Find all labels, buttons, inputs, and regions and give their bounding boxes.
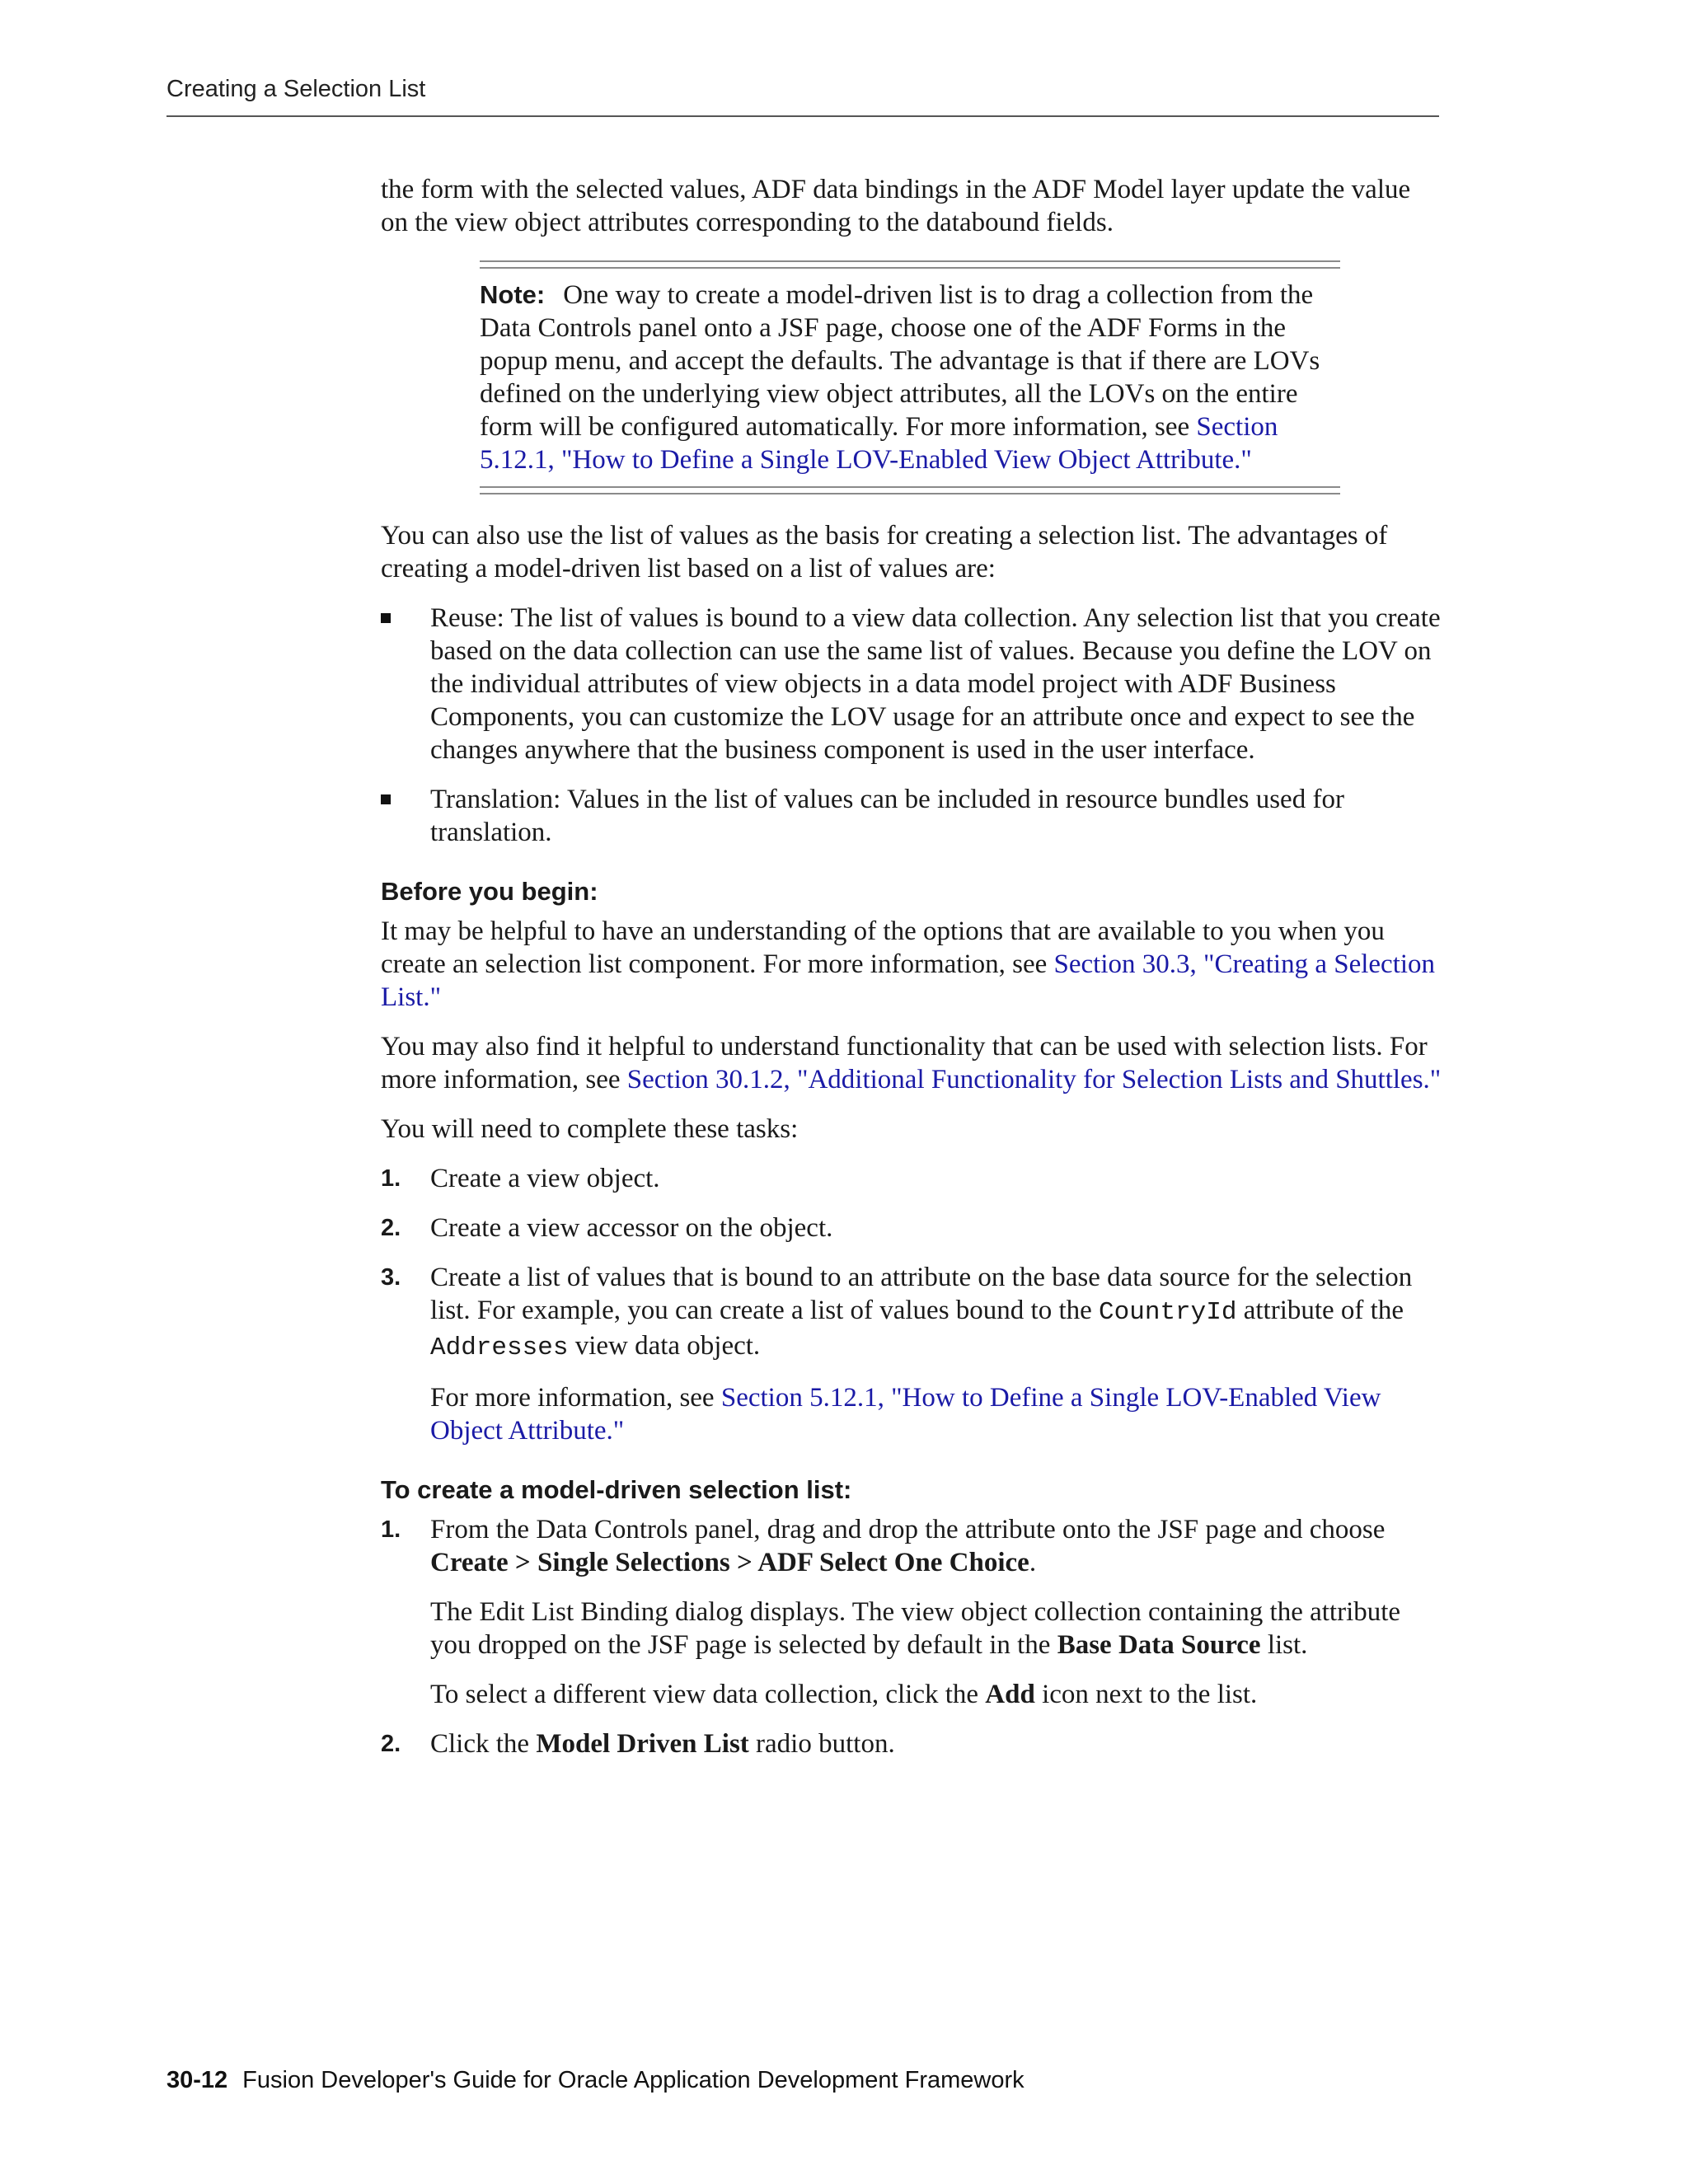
- step-detail-paragraph: [430, 1678, 1444, 1711]
- list-item: [381, 1162, 1444, 1195]
- note-text: One way to create a model-driven list is to drag a collection from the Data Controls panel onto a JSF page, choose one of the ADF Forms in the popup menu, and accept the defaults. The advantage is that if there are LOVs defined on the underlying view object attributes, all the LOVs on the entire form will be configured automatically. For more information, see: [480, 280, 1320, 442]
- code-country-id: CountryId: [1099, 1298, 1237, 1327]
- list-item: [381, 1727, 1444, 1760]
- note-body: [480, 269, 1340, 486]
- step-detail-paragraph: [430, 1596, 1444, 1661]
- list-item-text: Reuse: The list of values is bound to a view data collection. Any selection list that you create based on the data collection can use the same list of values. Because you define the LOV on the individual attributes of view objects in a data model project with ADF Business Components, you can customize the LOV usage for an attribute once and expect to see the changes anywhere that the business component is used in the user interface.: [430, 603, 1441, 765]
- header-rule: [166, 115, 1439, 117]
- step-number: 2.: [381, 1731, 401, 1757]
- step-text: Create a list of values that is bound to an attribute on the base data source for the selection list. For example, you can create a list of values bound to the: [430, 1263, 1413, 1325]
- list-item: [381, 1261, 1444, 1447]
- before-p1-text: It may be helpful to have an understanding of the options that are available to you when you create an selection list component. For more information, see: [381, 916, 1385, 979]
- step-text: attribute of the: [1236, 1296, 1404, 1325]
- before-you-begin-heading: Before you begin:: [381, 877, 598, 906]
- note-top-rule: [480, 260, 1340, 269]
- page-content: [381, 173, 1444, 1777]
- list-item: [381, 602, 1444, 766]
- list-item: [381, 1212, 1444, 1244]
- step-text: Create a view object.: [430, 1164, 660, 1193]
- prerequisite-tasks-list: [381, 1162, 1444, 1447]
- note-box: [480, 260, 1340, 494]
- before-p2-text: You may also find it helpful to understand functionality that can be used with selection lists. For more information, see: [381, 1032, 1428, 1094]
- list-item: [381, 1513, 1444, 1711]
- step-text: The Edit List Binding dialog displays. The view object collection containing the attribute you dropped on the JSF page is selected by default in the: [430, 1597, 1401, 1660]
- running-header: Creating a Selection List: [166, 76, 426, 102]
- before-paragraph-2: [381, 1030, 1444, 1096]
- procedure-heading: To create a model-driven selection list:: [381, 1475, 852, 1504]
- step-number: 3.: [381, 1264, 401, 1291]
- list-item: [381, 783, 1444, 849]
- bullet-icon: [381, 794, 391, 804]
- advantages-paragraph: You can also use the list of values as the basis for creating a selection list. The advantages of creating a model-driven list based on a list of values are:: [381, 521, 1388, 583]
- note-bottom-rule: [480, 486, 1340, 494]
- note-label: Note:: [480, 280, 546, 309]
- step-text: Click the: [430, 1729, 537, 1759]
- step-text: radio button.: [748, 1729, 895, 1759]
- creating-selection-list-link[interactable]: Section 30.3, "Creating a Selection List.": [381, 949, 1436, 1012]
- step-more-info: [430, 1381, 1444, 1447]
- model-driven-list-term: Model Driven List: [536, 1729, 749, 1759]
- lov-section-link[interactable]: Section 5.12.1, "How to Define a Single LOV-Enabled View Object Attribute.": [430, 1383, 1381, 1446]
- step-text: Create a view accessor on the object.: [430, 1213, 833, 1243]
- book-title: Fusion Developer's Guide for Oracle Application Development Framework: [242, 2067, 1025, 2093]
- procedure-steps-list: [381, 1513, 1444, 1760]
- step-number: 1.: [381, 1516, 401, 1543]
- add-term: Add: [985, 1680, 1035, 1709]
- page-footer: [166, 2067, 1025, 2094]
- before-paragraph-1: [381, 915, 1444, 1014]
- advantages-list: [381, 602, 1444, 849]
- step-text: view data object.: [568, 1331, 761, 1361]
- step-number: 1.: [381, 1165, 401, 1192]
- base-data-source-term: Base Data Source: [1057, 1630, 1261, 1660]
- menu-path: Create > Single Selections > ADF Select One Choice: [430, 1548, 1029, 1577]
- note-section-link[interactable]: Section 5.12.1, "How to Define a Single LOV-Enabled View Object Attribute.": [480, 412, 1278, 475]
- additional-functionality-link[interactable]: Section 30.1.2, "Additional Functionality for Selection Lists and Shuttles.": [626, 1065, 1442, 1094]
- step-text: icon next to the list.: [1034, 1680, 1258, 1709]
- more-info-text: For more information, see: [430, 1383, 721, 1413]
- before-paragraph-3: You will need to complete these tasks:: [381, 1114, 799, 1144]
- step-text: list.: [1260, 1630, 1308, 1660]
- step-number: 2.: [381, 1215, 401, 1241]
- bullet-icon: [381, 613, 391, 623]
- list-item-text: Translation: Values in the list of values can be included in resource bundles used for translation.: [430, 785, 1344, 847]
- step-text: .: [1029, 1548, 1037, 1577]
- step-text: To select a different view data collection, click the: [430, 1680, 986, 1709]
- step-text: From the Data Controls panel, drag and drop the attribute onto the JSF page and choose: [430, 1515, 1386, 1544]
- intro-paragraph: the form with the selected values, ADF data bindings in the ADF Model layer update the value on the view object attributes corresponding to the databound fields.: [381, 175, 1411, 237]
- code-addresses: Addresses: [430, 1333, 569, 1362]
- page-number: 30-12: [166, 2067, 228, 2093]
